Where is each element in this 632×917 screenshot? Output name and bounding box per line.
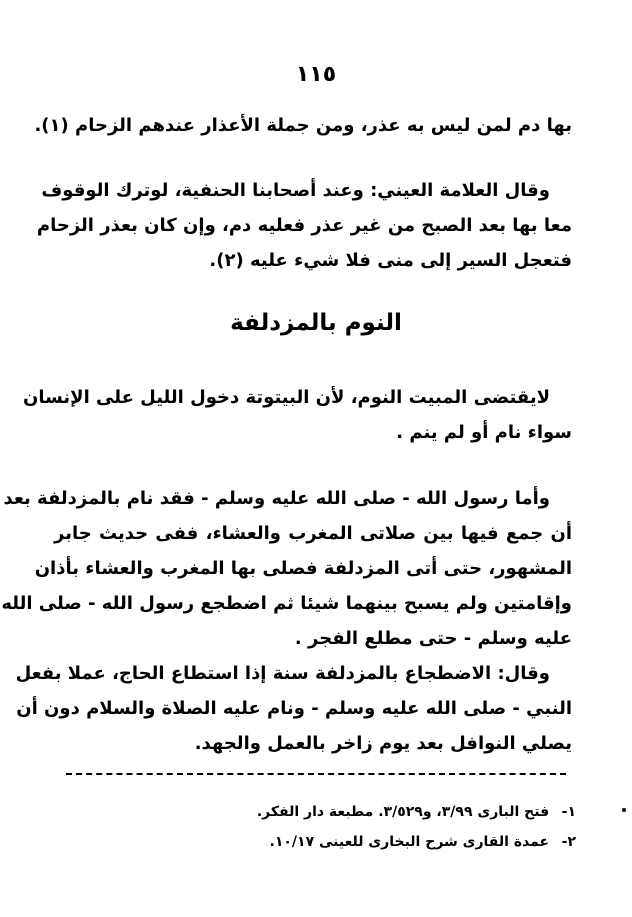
text-line: وقال العلامة العيني: وعند أصحابنا الحنفية، لوترك الوقوف — [41, 180, 550, 201]
footnote-number: ١- — [561, 804, 576, 820]
footnote-text: فتح البارى ٣/٩٩، و٣/٥٢٩. مطبعة دار الفكر. — [256, 804, 550, 820]
text-line: سواء نام أو لم ينم . — [396, 422, 572, 443]
text-line: لايقتضى المبيت النوم، لأن البيتوتة دخول الليل على الإنسان — [22, 387, 550, 408]
footnote-2 — [56, 831, 576, 853]
text-line: وأما رسول الله - صلى الله عليه وسلم - فقد نام بالمزدلفة بعد — [3, 488, 550, 509]
text-line: عليه وسلم - حتى مطلع الفجر . — [294, 628, 572, 649]
footnote-1 — [56, 801, 576, 823]
paragraph-idtijaa — [15, 656, 572, 761]
footnote-text: عمدة القارى شرح البخارى للعينى ١٠/١٧. — [269, 834, 550, 850]
scan-speck — [622, 808, 626, 812]
text-line: أن جمع فيها بين صلاتى المغرب والعشاء، ففى حديث جابر — [54, 523, 572, 544]
text-line: النبي - صلى الله عليه وسلم - ونام عليه الصلاة والسلام دون أن — [16, 698, 572, 719]
footnote-number: ٢- — [561, 834, 576, 850]
paragraph-prophet-sleep — [1, 481, 572, 656]
footnote-separator — [66, 773, 566, 775]
paragraph-aini-quote — [36, 173, 572, 278]
paragraph-continuation — [34, 108, 572, 143]
text-line: فتعجل السير إلى منى فلا شيء عليه (٢). — [209, 250, 572, 271]
page-number: ١١٥ — [295, 62, 337, 87]
text-line: وقال: الاضطجاع بالمزدلفة سنة إذا استطاع الحاج، عملا بفعل — [15, 663, 550, 684]
text-line: المشهور، حتى أتى المزدلفة فصلى بها المغرب والعشاء بأذان — [34, 558, 572, 579]
section-heading: النوم بالمزدلفة — [230, 310, 402, 336]
text-line: معا بها بعد الصبح من غير عذر فعليه دم، وإن كان بعذر الزحام — [36, 215, 572, 236]
text-line: بها دم لمن ليس به عذر، ومن جملة الأعذار عندهم الزحام (١). — [34, 115, 572, 136]
text-line: وإقامتين ولم يسبح بينهما شيئا ثم اضطجع رسول الله - صلى الله — [1, 593, 572, 614]
text-line: يصلي النوافل بعد يوم زاخر بالعمل والجهد. — [194, 733, 572, 754]
paragraph-mabit — [22, 380, 572, 450]
